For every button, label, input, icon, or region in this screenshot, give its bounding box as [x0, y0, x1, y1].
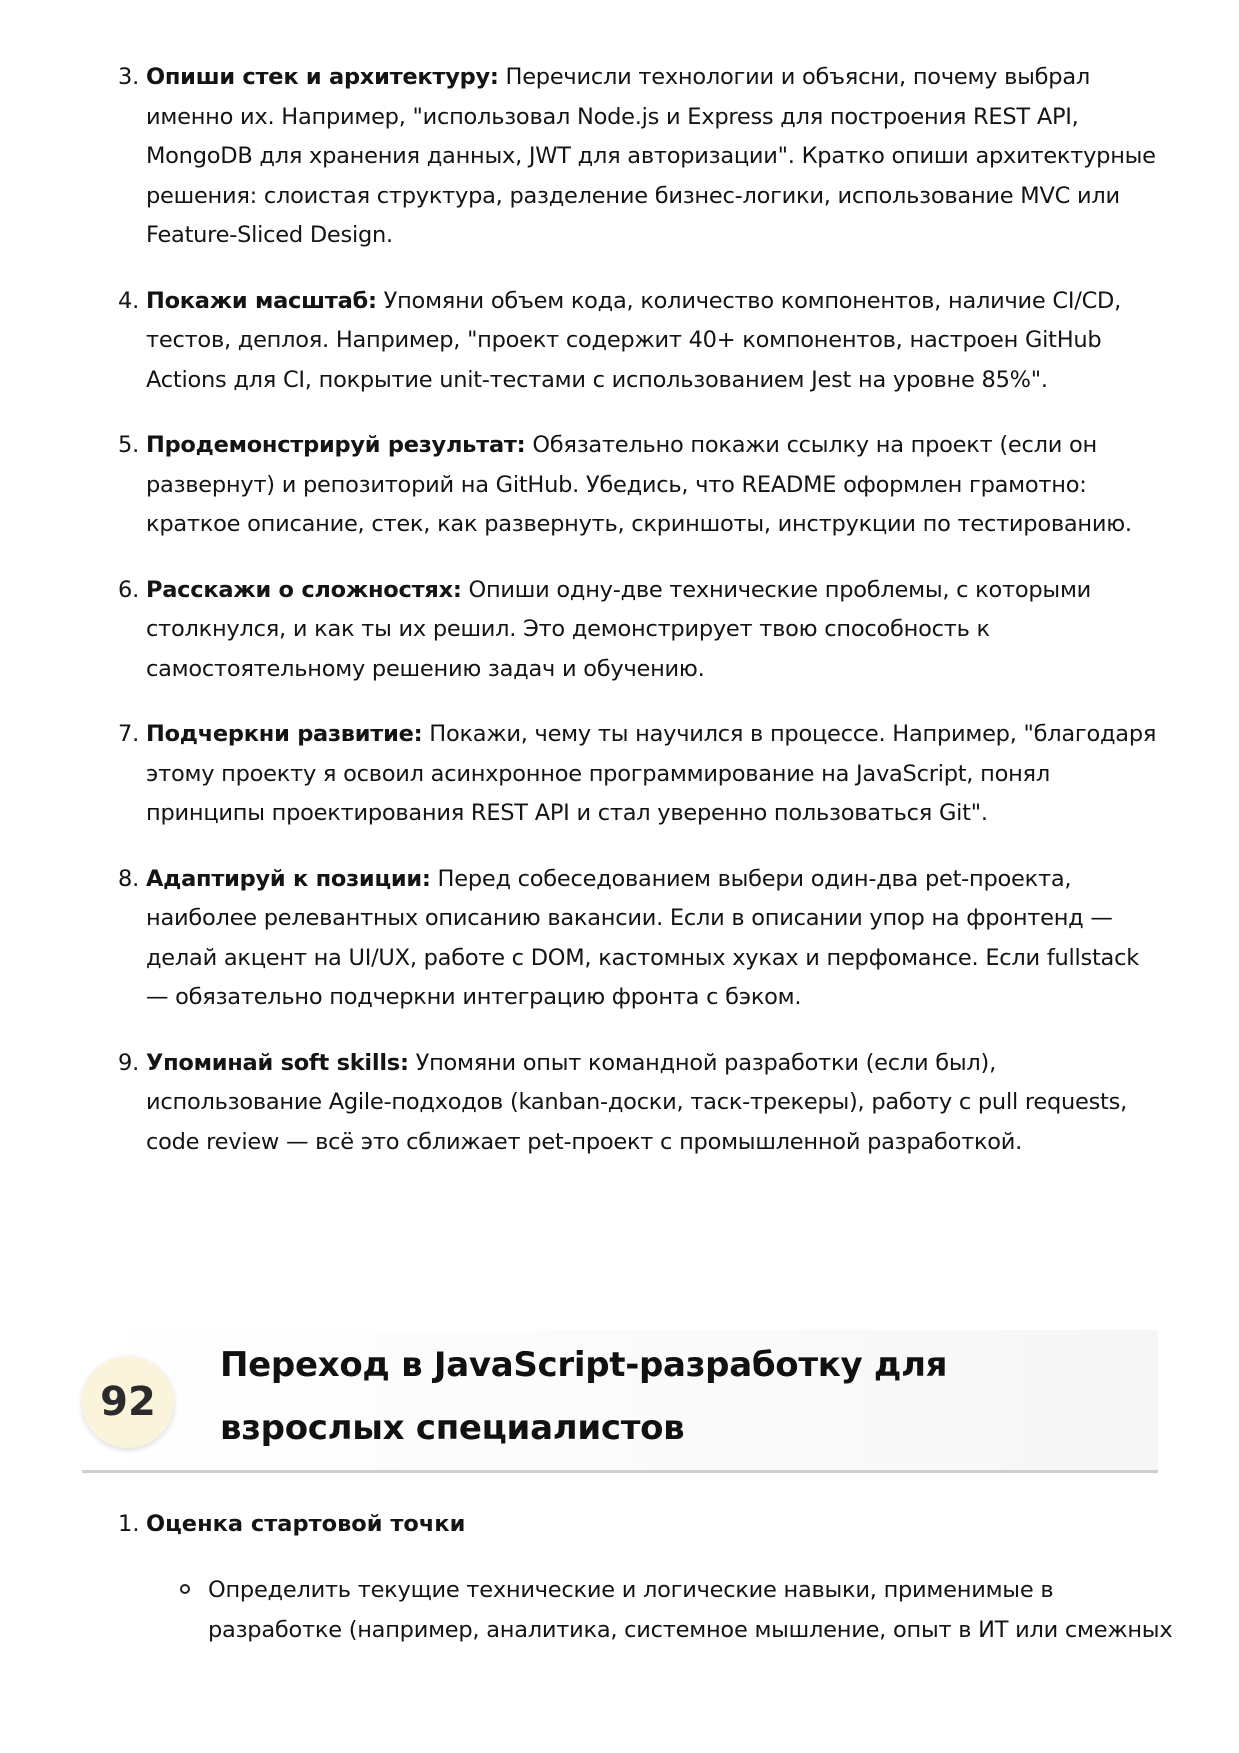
hollow-circle-bullet-icon — [180, 1584, 190, 1594]
bullet-list-item — [180, 1570, 1188, 1650]
list-item-text: Покажи, чему ты научился в процессе. Например, "благодаря этому проекту я освоил асинхронное программирование на JavaScript, понял принципы проектирования REST API и стал уверенно пользоваться Git". — [146, 721, 1157, 826]
chapter-header — [82, 1330, 1158, 1473]
list-item-text: Упомяни опыт командной разработки (если был), использование Agile-подходов (kanban-доски, таск-трекеры), работу с pull requests, code review — всё это сближает pet-проект с промышленной разработкой. — [146, 1049, 1128, 1155]
list-item-title: Продемонстрируй результат: — [146, 432, 526, 458]
list-item-number: 5. — [118, 432, 139, 458]
list-item-text: Упомяни объем кода, количество компонентов, наличие CI/CD, тестов, деплоя. Например, "проект содержит 40+ компонентов, настроен GitHub Actions для CI, покрытие unit-тестами с использованием Jest на уровне 85%". — [146, 287, 1122, 393]
bullet-item-text: Определить текущие технические и логические навыки, применимые в разработке (например, аналитика, системное мышление, опыт в ИТ или смежных — [208, 1577, 1173, 1643]
list-item-title: Подчеркни развитие: — [146, 721, 423, 747]
chapter-title: Переход в JavaScript-разработку для взрослых специалистов — [220, 1345, 948, 1448]
list-item-number: 3. — [118, 64, 139, 90]
list-item — [118, 282, 1158, 401]
list-item-number: 6. — [118, 576, 139, 603]
list-item-text: Обязательно покажи ссылку на проект (если он развернут) и репозиторий на GitHub. Убедись, что README оформлен грамотно: краткое описание, стек, как развернуть, скриншоты, инструкции по тестированию. — [146, 432, 1132, 537]
list-item-text: Перед собеседованием выбери один-два pet-проекта, наиболее релевантных описанию вакансии. Если в описании упор на фронтенд — делай акцент на UI/UX, работе с DOM, кастомных хуках и перфомансе. Если fullstack — обязательно подчеркни интеграцию фронта с бэком. — [146, 865, 1139, 1010]
list-item-title: Упоминай soft skills: — [146, 1049, 409, 1076]
list-item-text: Опиши одну-две технические проблемы, с которыми столкнулся, и как ты их решил. Это демонстрирует твою способность к самостоятельному решению задач и обучению. — [146, 576, 1092, 682]
list-item — [118, 571, 1158, 690]
list-item — [118, 860, 1158, 1018]
list-item — [118, 1044, 1158, 1163]
list-item-number: 9. — [118, 1049, 139, 1076]
tips-list — [118, 58, 1158, 1188]
list-item — [118, 715, 1158, 834]
list-item-title: Расскажи о сложностях: — [146, 576, 462, 603]
list-item-title: Опиши стек и архитектуру: — [146, 64, 499, 90]
section-item-title: Оценка стартовой точки — [146, 1511, 466, 1537]
list-item-title: Адаптируй к позиции: — [146, 865, 431, 892]
list-item-number: 8. — [118, 865, 139, 892]
section-item-number: 1. — [118, 1511, 140, 1537]
list-item-number: 7. — [118, 721, 139, 747]
list-item — [118, 58, 1158, 256]
list-item — [118, 426, 1158, 545]
list-item-title: Покажи масштаб: — [146, 287, 377, 314]
list-item-number: 4. — [118, 287, 139, 314]
chapter-number-badge: 92 — [82, 1356, 174, 1448]
section-list-item — [118, 1505, 465, 1544]
list-item-text: Перечисли технологии и объясни, почему выбрал именно их. Например, "использовал Node.js и Express для построения REST API, MongoDB для хранения данных, JWT для авторизации". Кратко опиши архитектурные решения: слоистая структура, разделение бизнес-логики, использование MVC или Feature-Sliced Design. — [146, 64, 1156, 248]
